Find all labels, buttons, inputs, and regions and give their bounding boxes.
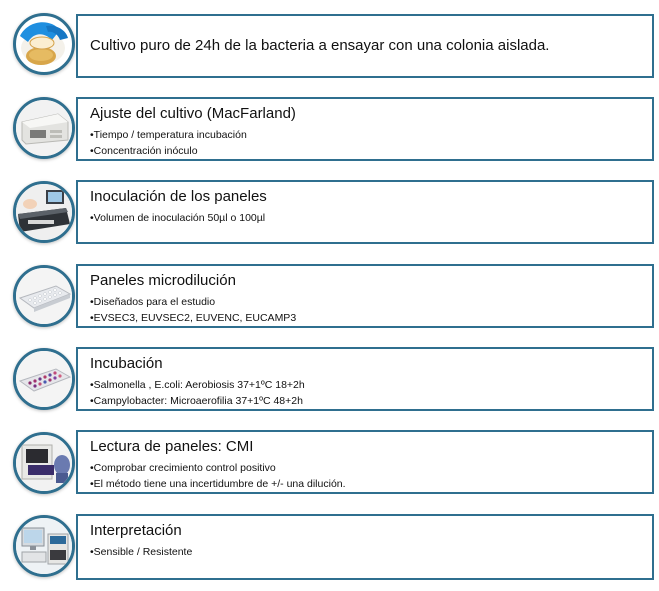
step-4-box: [76, 264, 654, 328]
step-2-bullet-2: •Concentración inóculo: [90, 145, 198, 157]
step-7-title: Interpretación: [90, 522, 182, 539]
step-5-bullet-2: •Campylobacter: Microaerofilia 37+1ºC 48+2h: [90, 395, 303, 407]
step-2-bullet-1: •Tiempo / temperatura incubación: [90, 129, 247, 141]
step-5-title: Incubación: [90, 355, 163, 372]
step-3-box: [76, 180, 654, 244]
step-4-bullet-1: •Diseñados para el estudio: [90, 296, 216, 308]
incubated-plate-icon: [13, 348, 75, 410]
step-3-bullet-1: •Volumen de inoculación 50µl o 100µl: [90, 212, 266, 224]
step-6-bullet-1: •Comprobar crecimiento control positivo: [90, 462, 276, 474]
step-1-title: Cultivo puro de 24h de la bacteria a ensayar con una colonia aislada.: [90, 37, 550, 54]
step-2-box: [76, 97, 654, 161]
densitometer-icon: [13, 97, 75, 159]
step-6-title: Lectura de paneles: CMI: [90, 438, 254, 455]
step-3-title: Inoculación de los paneles: [90, 188, 267, 205]
step-6-box: [76, 430, 654, 494]
step-2-title: Ajuste del cultivo (MacFarland): [90, 105, 296, 122]
step-5-box: [76, 347, 654, 411]
step-7-bullet-1: •Sensible / Resistente: [90, 546, 193, 558]
panel-reader-icon: [13, 432, 75, 494]
inoculator-machine-icon: [13, 181, 75, 243]
step-1-box: [76, 14, 654, 78]
step-4-bullet-2: •EVSEC3, EUVSEC2, EUVENC, EUCAMP3: [90, 312, 297, 324]
bacterial-culture-plate-icon: [13, 13, 75, 75]
step-5-bullet-1: •Salmonella , E.coli: Aerobiosis 37+1ºC 18+2h: [90, 379, 305, 391]
microdilution-panel-icon: [13, 265, 75, 327]
step-6-bullet-2: •El método tiene una incertidumbre de +/- una dilución.: [90, 478, 346, 490]
step-4-title: Paneles microdilución: [90, 272, 236, 289]
computer-workstation-icon: [13, 515, 75, 577]
step-7-box: [76, 514, 654, 580]
